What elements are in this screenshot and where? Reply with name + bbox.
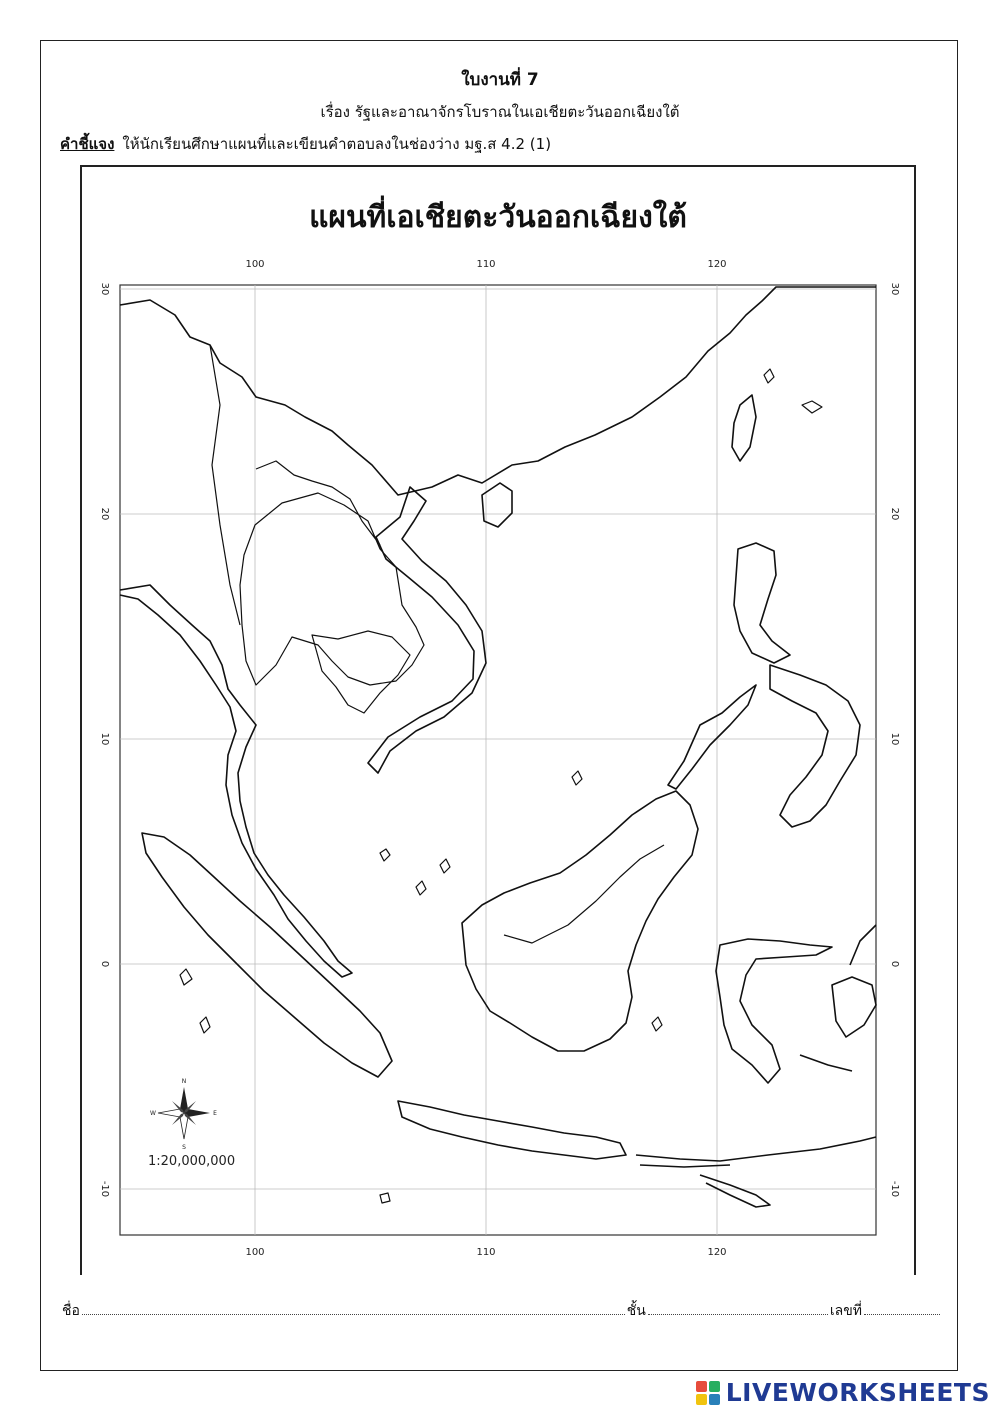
compass-s: S bbox=[182, 1144, 186, 1151]
logo-square-2 bbox=[709, 1381, 720, 1392]
logo-square-4 bbox=[709, 1394, 720, 1405]
small-islands bbox=[180, 369, 822, 1203]
logo-square-1 bbox=[696, 1381, 707, 1392]
liveworksheets-logo[interactable] bbox=[696, 1378, 990, 1407]
land-outlines bbox=[120, 287, 876, 1207]
instruction-label: คำชี้แจง bbox=[60, 135, 115, 153]
hainan-island bbox=[482, 483, 512, 527]
compass-e: E bbox=[213, 1110, 217, 1117]
visayas-mindanao-islands bbox=[668, 665, 860, 827]
liveworksheets-wordmark: LIVEWORKSHEETS bbox=[725, 1378, 990, 1407]
lat-tick-left-30: 30 bbox=[99, 282, 110, 296]
number-field[interactable] bbox=[864, 1302, 940, 1315]
compass-n: N bbox=[181, 1078, 187, 1085]
mainland-west-coast bbox=[120, 585, 352, 977]
worksheet-title: ใบงานที่ 7 bbox=[461, 70, 539, 90]
mainland-coastline bbox=[120, 287, 876, 773]
instruction-text: ให้นักเรียนศึกษาแผนที่และเขียนคำตอบลงในช่องว่าง มฐ.ส 4.2 (1) bbox=[122, 135, 552, 153]
borneo-island bbox=[462, 791, 698, 1051]
lat-tick-left-minus10: -10 bbox=[99, 1180, 110, 1198]
class-label: ชั้น bbox=[626, 1303, 646, 1319]
map-title: แผนที่เอเชียตะวันออกเฉียงใต้ bbox=[309, 200, 687, 235]
lat-tick-right-0: 0 bbox=[889, 960, 900, 968]
liveworksheets-logo-icon bbox=[696, 1381, 720, 1405]
instruction bbox=[60, 132, 551, 156]
class-field[interactable] bbox=[648, 1302, 828, 1315]
map-plot-area bbox=[120, 285, 876, 1235]
worksheet-subtitle: เรื่อง รัฐและอาณาจักรโบราณในเอเชียตะวันออกเฉียงใต้ bbox=[320, 103, 680, 121]
lat-tick-right-20: 20 bbox=[889, 507, 900, 521]
student-info-row bbox=[62, 1300, 942, 1322]
graticule bbox=[120, 285, 876, 1235]
compass-w: W bbox=[150, 1110, 156, 1117]
lon-tick-bottom-120: 120 bbox=[707, 1247, 727, 1258]
southeast-asia-map bbox=[80, 165, 916, 1275]
lon-tick-top-120: 120 bbox=[707, 259, 727, 270]
maluku-islands bbox=[800, 925, 876, 1071]
lon-tick-bottom-100: 100 bbox=[245, 1247, 265, 1258]
lat-tick-left-0: 0 bbox=[99, 960, 110, 968]
name-label: ชื่อ bbox=[62, 1303, 80, 1319]
lon-tick-top-100: 100 bbox=[245, 259, 265, 270]
taiwan-island bbox=[732, 395, 756, 461]
lon-tick-bottom-110: 110 bbox=[476, 1247, 496, 1258]
borneo-borders bbox=[504, 845, 664, 943]
name-field[interactable] bbox=[82, 1302, 625, 1315]
sulawesi-island bbox=[716, 939, 832, 1083]
luzon-island bbox=[734, 543, 790, 663]
lat-tick-left-10: 10 bbox=[99, 732, 110, 746]
lon-tick-top-110: 110 bbox=[476, 259, 496, 270]
logo-square-3 bbox=[696, 1394, 707, 1405]
compass-rose-icon bbox=[150, 1078, 217, 1151]
indochina-borders bbox=[210, 345, 424, 713]
sumatra-island bbox=[142, 833, 392, 1077]
java-island bbox=[398, 1101, 626, 1159]
lat-tick-right-30: 30 bbox=[889, 282, 900, 296]
lat-tick-left-20: 20 bbox=[99, 507, 110, 521]
number-label: เลขที่ bbox=[829, 1303, 862, 1319]
lat-tick-right-10: 10 bbox=[889, 732, 900, 746]
lesser-sunda-islands bbox=[636, 1137, 876, 1207]
lat-tick-right-minus10: -10 bbox=[889, 1180, 900, 1198]
map-scale: 1:20,000,000 bbox=[148, 1154, 236, 1169]
